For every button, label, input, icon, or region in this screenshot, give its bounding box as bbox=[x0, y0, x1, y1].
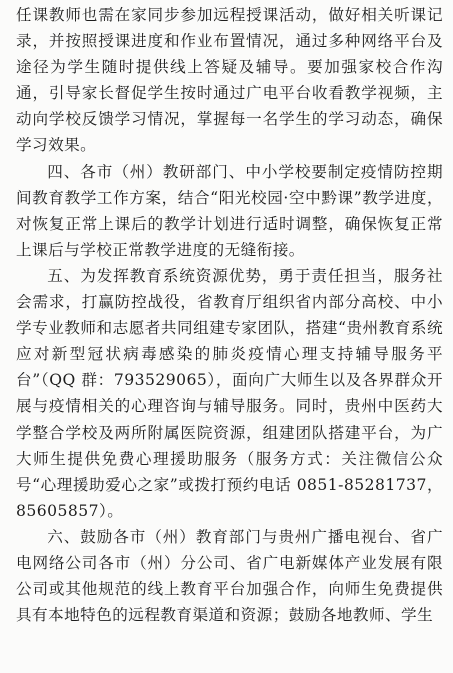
paragraph-item-6: 六、鼓励各市（州）教育部门与贵州广播电视台、省广电网络公司各市（州）分公司、省广电新媒体产业发展有限公司或其他规范的线上教育平台加强合作，向师生免费提供具有本地特色的远程教育渠道和资源；鼓励各地教师、学生 bbox=[16, 527, 443, 625]
paragraph-continued: 任课教师也需在家同步参加远程授课活动，做好相关听课记录，并按照授课进度和作业布置情况，通过多种网络平台及途径为学生随时提供线上答疑及辅导。要加强家校合作沟通，引导家长督促学生按时通过广电平台收看教学视频，主动向学校反馈学习情况，掌握每一名学生的学习动态，确保学习效果。 bbox=[16, 6, 443, 155]
paragraph-item-5: 五、为发挥教育系统资源优势，勇于责任担当，服务社会需求，打赢防控战役，省教育厅组织省内部分高校、中小学专业教师和志愿者共同组建专家团队，搭建“贵州教育系统应对新型冠状病毒感染的肺炎疫情心理支持辅导服务平台”（QQ 群：793529065），面向广大师生以及各界群众开展与疫情相关的心理咨询与辅导服务。同时，贵州中医药大学整合学校及两所附属医院资源，组建团队搭建平台，为广大师生提供免费心理援助服务（服务方式：关注微信公众号“心理援助爱心之家”或拨打预约电话 0851-85281737，85605857）。 bbox=[16, 266, 443, 520]
paragraph-item-4: 四、各市（州）教研部门、中小学校要制定疫情防控期间教育教学工作方案，结合“阳光校园·空中黔课”教学进度，对恢复正常上课后的教学计划进行适时调整，确保恢复正常上课后与学校正常教学进度的无缝衔接。 bbox=[16, 162, 443, 259]
